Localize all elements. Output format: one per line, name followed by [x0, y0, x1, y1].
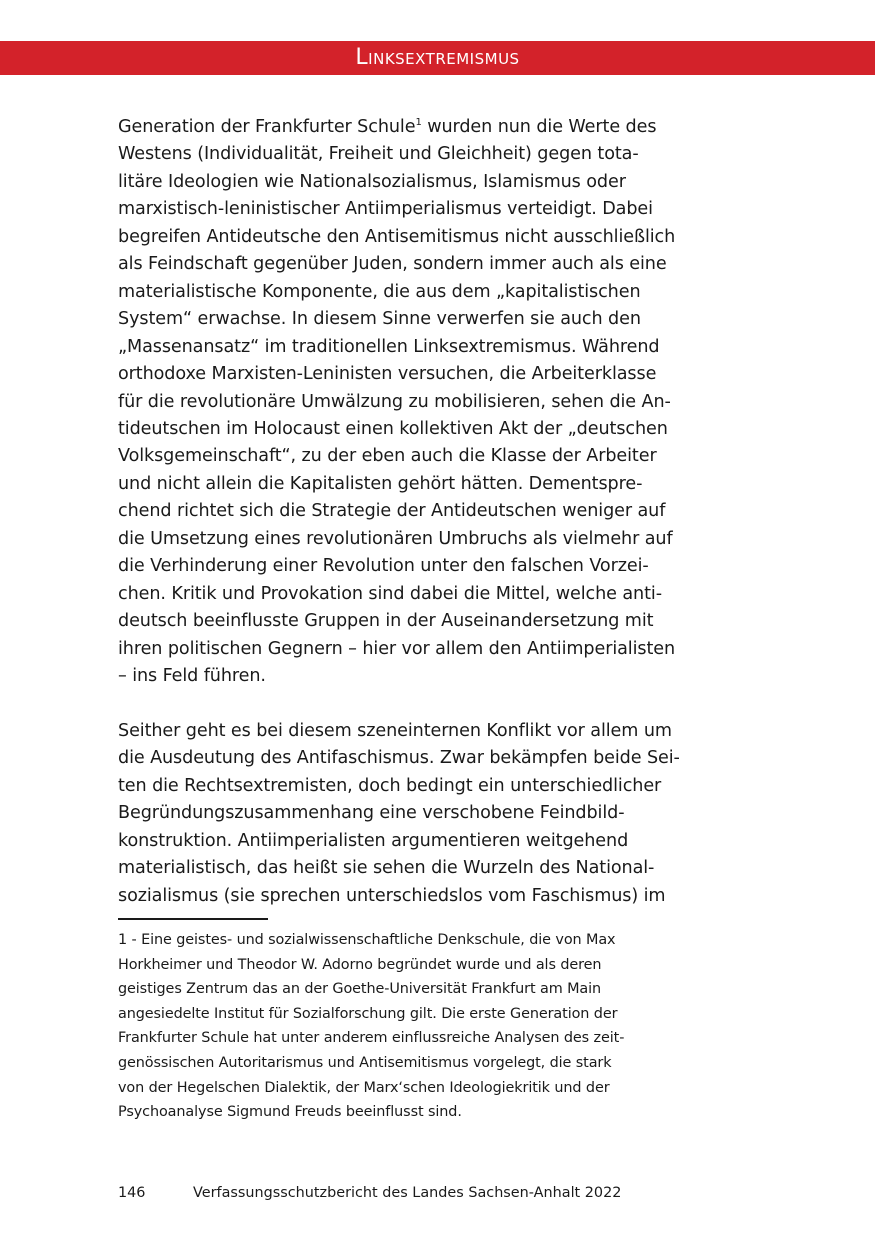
footnote-line: angesiedelte Institut für Sozialforschung gilt. Die erste Generation der [118, 1005, 618, 1022]
text-line: – ins Feld führen. [118, 666, 266, 687]
text-line: ihren politischen Gegnern – hier vor allem den Antiimperialisten [118, 638, 676, 659]
main-text [118, 114, 758, 910]
section-header-bar [0, 41, 875, 75]
text-line: chend richtet sich die Strategie der Antideutschen weniger auf [118, 501, 666, 522]
text-line: tideutschen im Holocaust einen kollektiven Akt der „deutschen [118, 418, 668, 439]
footnote-line: 1 - Eine geistes- und sozialwissenschaftliche Denkschule, die von Max [118, 932, 616, 948]
footnote [118, 928, 758, 1125]
text-line: materialistische Komponente, die aus dem „kapitalistischen [118, 281, 641, 302]
paragraph-1 [118, 114, 758, 691]
section-title: Linksextremismus [355, 45, 520, 70]
text-line: die Umsetzung eines revolutionären Umbruchs als vielmehr auf [118, 528, 673, 549]
text-line: die Ausdeutung des Antifaschismus. Zwar bekämpfen beide Sei- [118, 748, 680, 769]
footnote-line: von der Hegelschen Dialektik, der Marx‘schen Ideologiekritik und der [118, 1079, 610, 1096]
page-number: 146 [118, 1185, 146, 1201]
text-line: sozialismus (sie sprechen unterschiedslos vom Faschismus) im [118, 885, 666, 906]
footnote-divider [118, 918, 268, 920]
text-line: Seither geht es bei diesem szeneinternen Konflikt vor allem um [118, 720, 672, 741]
publication-title: Verfassungsschutzbericht des Landes Sachsen-Anhalt 2022 [193, 1185, 622, 1201]
text-line: Volksgemeinschaft“, zu der eben auch die Klasse der Arbeiter [118, 446, 657, 467]
text-line: für die revolutionäre Umwälzung zu mobilisieren, sehen die An- [118, 391, 671, 412]
footnote-marker[interactable]: 1 [415, 117, 422, 128]
paragraph-gap [118, 691, 758, 718]
text-line: Westens (Individualität, Freiheit und Gleichheit) gegen tota- [118, 144, 639, 165]
text-line: orthodoxe Marxisten-Leninisten versuchen, die Arbeiterklasse [118, 364, 657, 385]
footnote-line: geistiges Zentrum das an der Goethe-Universität Frankfurt am Main [118, 981, 602, 998]
text-line: und nicht allein die Kapitalisten gehört hätten. Dementspre- [118, 473, 643, 494]
text-line: konstruktion. Antiimperialisten argumentieren weitgehend [118, 830, 629, 851]
text-line: litäre Ideologien wie Nationalsozialismus, Islamismus oder [118, 171, 626, 192]
text-line: als Feindschaft gegenüber Juden, sondern immer auch als eine [118, 254, 667, 275]
text-line: Begründungszusammenhang eine verschobene Feindbild- [118, 803, 625, 824]
paragraph-2 [118, 718, 758, 910]
page-footer [118, 1181, 621, 1205]
footnote-line: Psychoanalyse Sigmund Freuds beeinflusst sind. [118, 1104, 462, 1121]
text-line: marxistisch-leninistischer Antiimperialismus verteidigt. Dabei [118, 199, 653, 220]
text-line: System“ erwachse. In diesem Sinne verwerfen sie auch den [118, 309, 641, 330]
text-line: „Massenansatz“ im traditionellen Linksextremismus. Während [118, 336, 660, 357]
text-line: die Verhinderung einer Revolution unter den falschen Vorzei- [118, 556, 649, 577]
footnote-line: genössischen Autoritarismus und Antisemitismus vorgelegt, die stark [118, 1054, 612, 1071]
text-line: ten die Rechtsextremisten, doch bedingt ein unterschiedlicher [118, 775, 662, 796]
text-line: Generation der Frankfurter Schule$^1$ wurden nun die Werte des [118, 117, 657, 137]
footnote-line: Frankfurter Schule hat unter anderem einflussreiche Analysen des zeit- [118, 1030, 625, 1047]
text-line: chen. Kritik und Provokation sind dabei die Mittel, welche anti- [118, 583, 662, 604]
footnote-line: Horkheimer und Theodor W. Adorno begründet wurde und als deren [118, 956, 602, 973]
text-line: materialistisch, das heißt sie sehen die Wurzeln des National- [118, 858, 655, 879]
text-line: begreifen Antideutsche den Antisemitismus nicht ausschließlich [118, 226, 676, 247]
text-line: deutsch beeinflusste Gruppen in der Auseinandersetzung mit [118, 611, 654, 632]
